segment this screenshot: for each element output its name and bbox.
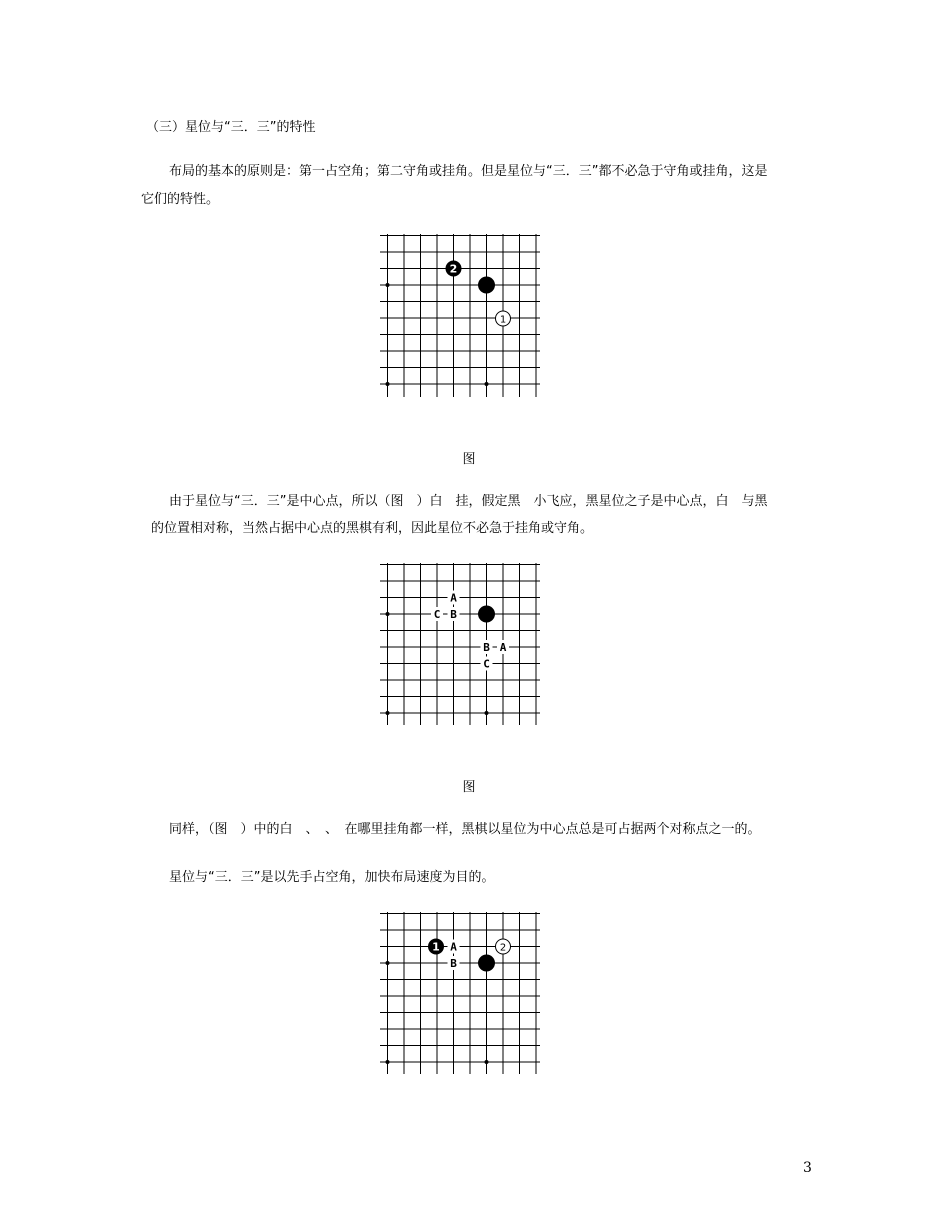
svg-text:1: 1 <box>432 940 440 954</box>
mark-B-lower: B <box>483 641 490 654</box>
paragraph-2-line-1: 由于星位与“三．三”是中心点，所以（图 ）白 挂，假定黑 小飞应，黑星位之子是中心点，白 与黑 <box>169 494 768 509</box>
black-stone-1 <box>428 939 444 955</box>
paragraph-2-line-2: 的位置相对称，当然占据中心点的黑棋有利，因此星位不必急于挂角或守角。 <box>151 521 594 536</box>
svg-text:2: 2 <box>499 942 507 954</box>
go-board-figure-2 <box>380 563 540 725</box>
figure-1-caption: 图 <box>462 452 476 467</box>
star-point <box>386 961 390 965</box>
go-board-figure-3 <box>380 912 540 1074</box>
paragraph-3: 同样，（图 ）中的白 、 、 在哪里挂角都一样，黑棋以星位为中心点总是可占据两个对称点之一的。 <box>169 822 761 837</box>
star-point <box>386 711 390 715</box>
paragraph-1-line-2: 它们的特性。 <box>141 192 220 207</box>
star-point <box>386 283 390 287</box>
figure-2-caption: 图 <box>462 780 476 795</box>
mark-A: A <box>450 940 457 954</box>
black-star-stone <box>478 606 495 623</box>
mark-C-upper: C <box>433 608 441 621</box>
paragraph-2 <box>0 488 950 548</box>
mark-A-lower: A <box>499 641 507 654</box>
paragraph-4: 星位与“三．三”是以先手占空角，加快布局速度为目的。 <box>169 870 495 885</box>
black-stone-2 <box>446 261 462 277</box>
page-number: 3 <box>803 1160 812 1176</box>
section-title: （三）星位与“三．三”的特性 <box>146 120 316 135</box>
white-stone-2 <box>496 939 511 954</box>
paragraph-1 <box>0 157 950 217</box>
black-star-stone <box>478 955 495 972</box>
paragraph-1-line-1: 布局的基本的原则是：第一占空角；第二守角或挂角。但是星位与“三．三”都不必急于守角或挂角，这是 <box>169 164 768 179</box>
mark-C-lower: C <box>483 657 490 671</box>
svg-text:2: 2 <box>449 262 458 276</box>
star-point <box>386 382 390 386</box>
black-star-stone <box>478 277 495 294</box>
mark-B: B <box>450 957 457 970</box>
go-board-figure-1 <box>380 234 540 397</box>
svg-text:1: 1 <box>499 314 507 326</box>
mark-B-upper: B <box>450 608 457 621</box>
star-point <box>485 711 489 715</box>
white-stone-1 <box>496 311 511 326</box>
star-point <box>386 612 390 616</box>
star-point <box>485 382 489 386</box>
star-point <box>485 1060 489 1064</box>
mark-A-upper: A <box>450 591 457 605</box>
star-point <box>386 1060 390 1064</box>
